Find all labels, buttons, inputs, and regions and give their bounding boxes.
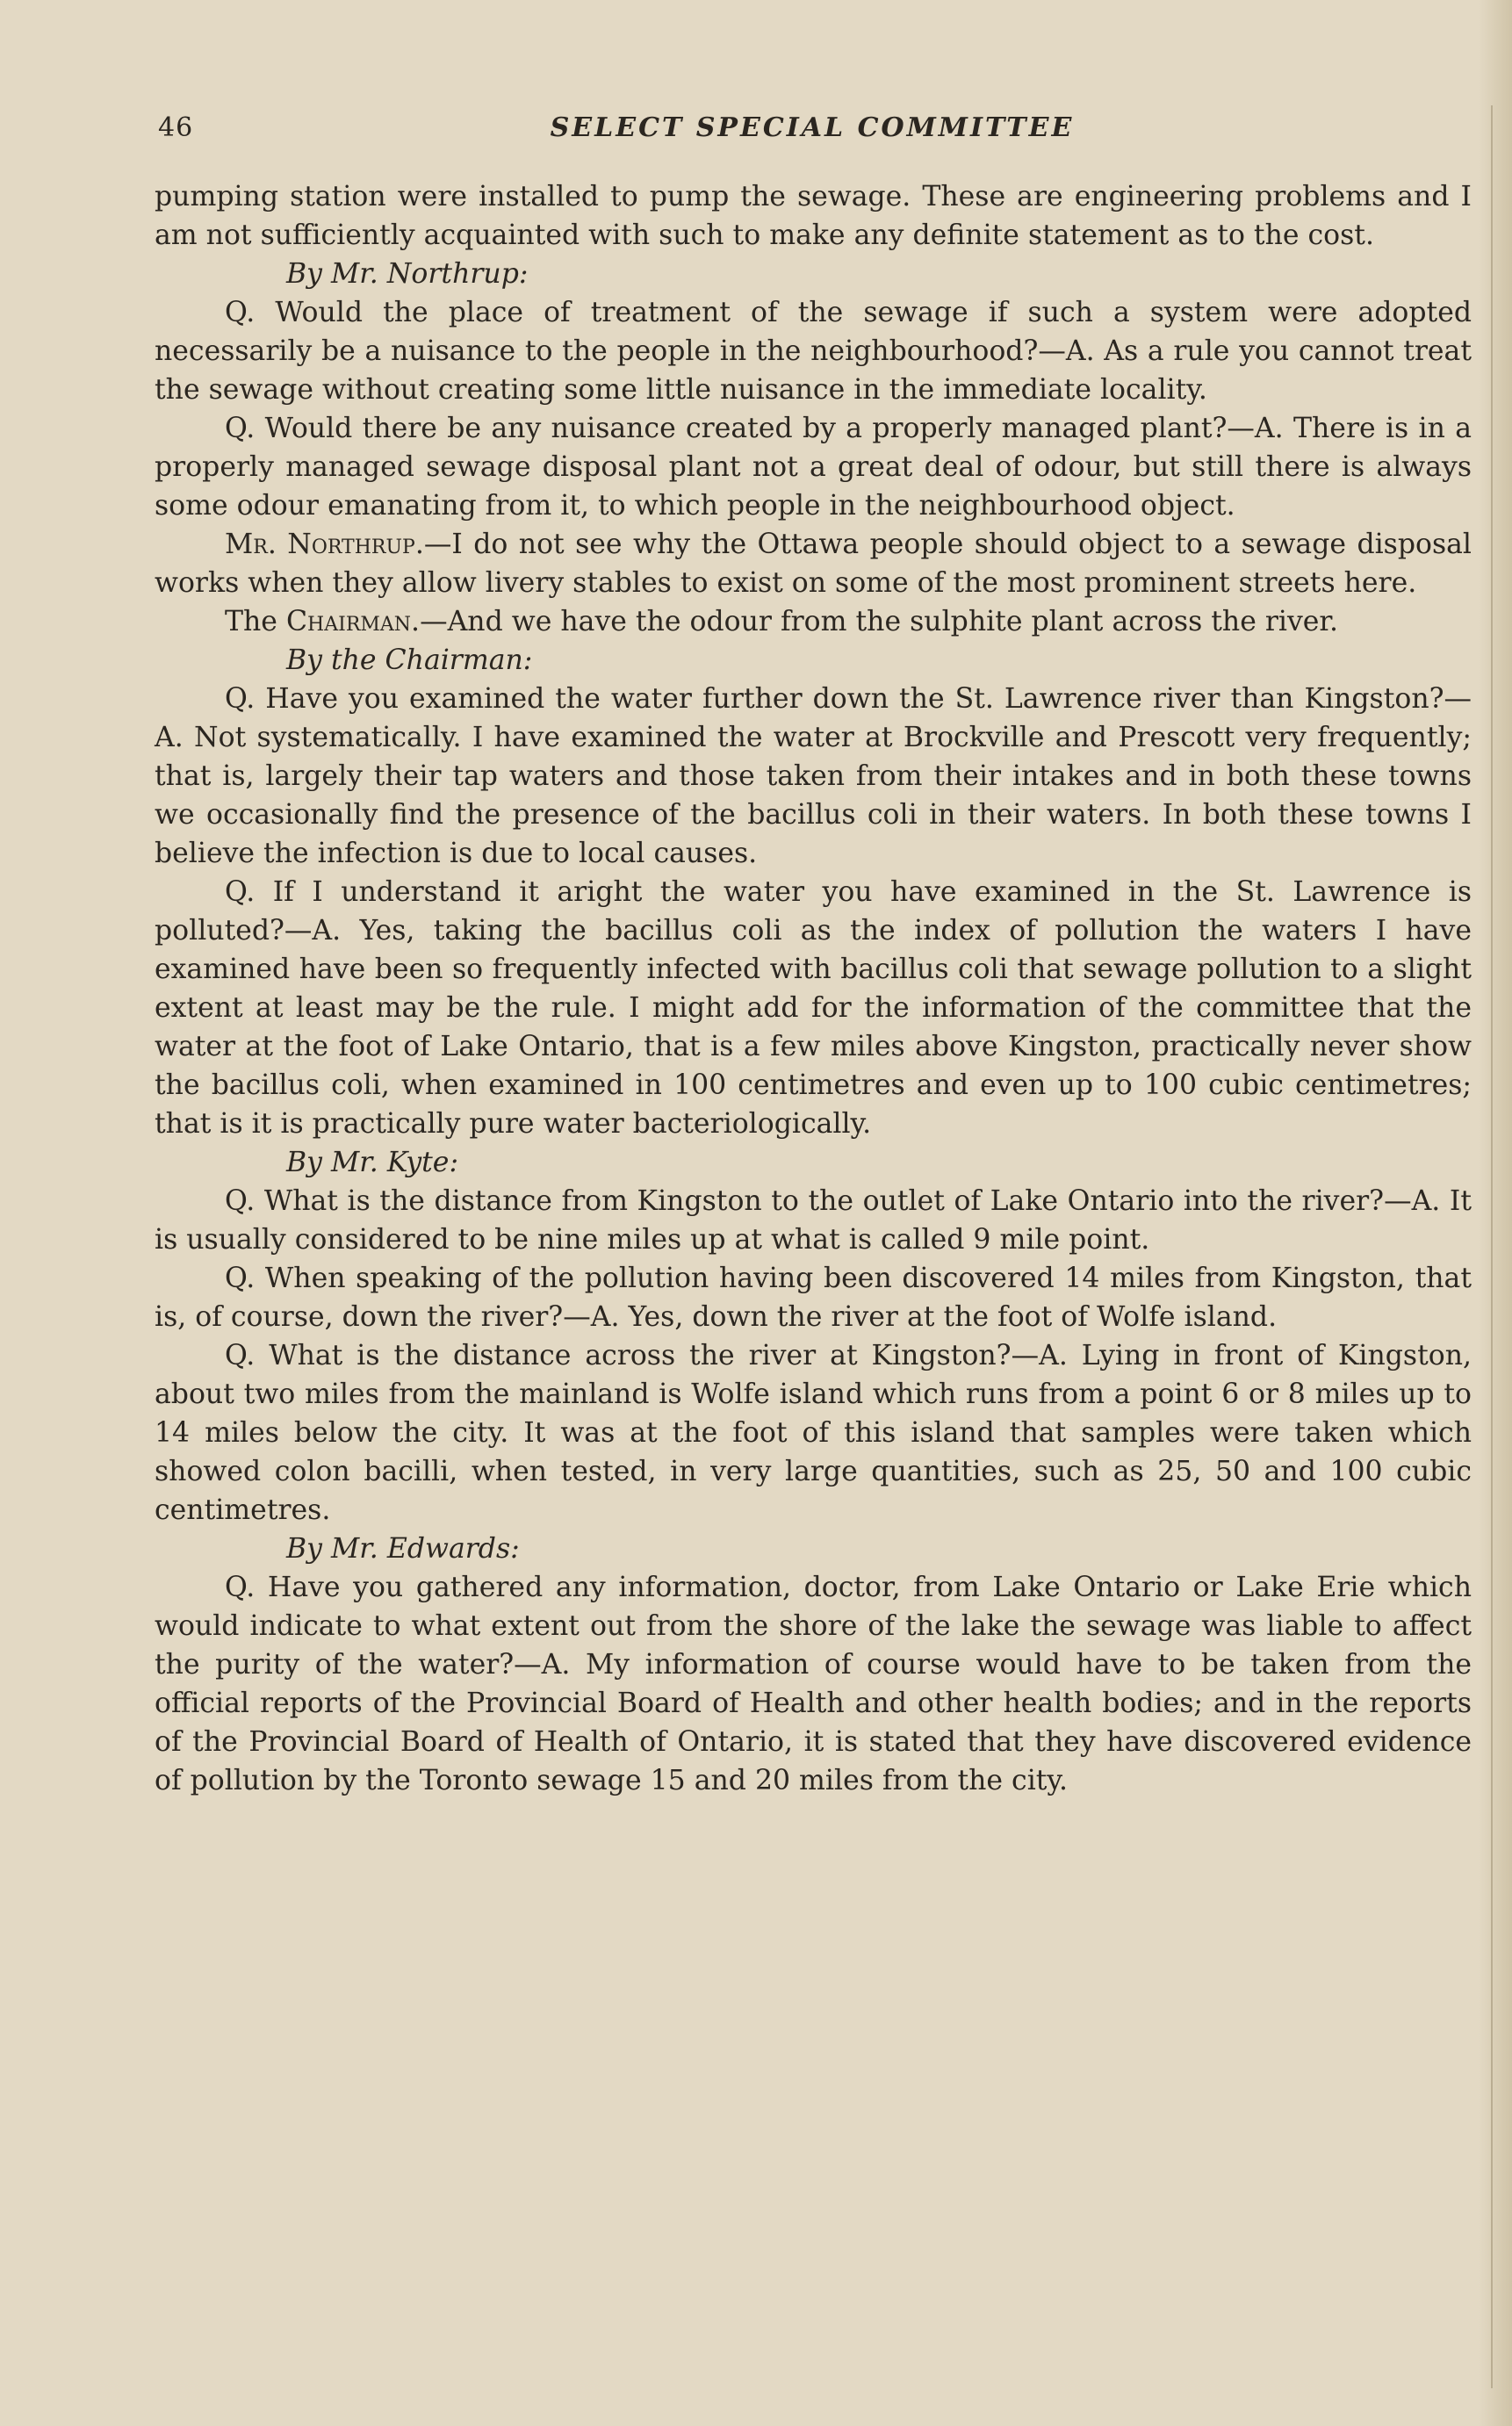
- paragraph-question-8: Q. Have you gathered any information, doctor, from Lake Ontario or Lake Erie which would indicate to what extent out from the shore of the lake the sewage was liable to affect the purity of the water?—A. My information of course would have to be taken from the official reports of the Provincial Board of Health and other health bodies; and in the reports of the Provincial Board of Health of Ontario, it is stated that they have discovered evidence of pollution by the Toronto sewage 15 and 20 miles from the city.: [155, 1572, 1472, 1796]
- paragraph-question-1: Q. Would the place of treatment of the sewage if such a system were adopted necessarily be a nuisance to the people in the neighbourhood?—A. As a rule you cannot treat the sewage without creating some little nuisance in the immediate locality.: [155, 297, 1472, 406]
- paragraph-question-6: Q. When speaking of the pollution having been discovered 14 miles from Kingston, that is, of course, down the river?—A. Yes, down the river at the foot of Wolfe island.: [155, 1263, 1472, 1333]
- speaker-name: Chairman.: [285, 606, 421, 637]
- paragraph-chairman-remark: [155, 602, 1472, 641]
- paragraph-question-2: Q. Would there be any nuisance created by a properly managed plant?—A. There is in a properly managed sewage disposal plant not a great deal of odour, but still there is always some odour emanating from it, to which people in the neighbourhood object.: [155, 413, 1472, 522]
- running-header: [158, 112, 1466, 151]
- paragraph-question-7: Q. What is the distance across the river at Kingston?—A. Lying in front of Kingston, about two miles from the mainland is Wolfe island which runs from a point 6 or 8 miles up to 14 miles below the city. It was at the foot of this island that samples were taken which showed colon bacilli, when tested, in very large quantities, such as 25, 50 and 100 cubic centimetres.: [155, 1340, 1472, 1526]
- paragraph-question-4: Q. If I understand it aright the water you have examined in the St. Lawrence is polluted?—A. Yes, taking the bacillus coli as the index of pollution the waters I have examined have been so frequently infected with bacillus coli that sewage pollution to a slight extent at least may be the rule. I might add for the information of the committee that the water at the foot of Lake Ontario, that is a few miles above Kingston, practically never show the bacillus coli, when examined in 100 centimetres and even up to 100 cubic centimetres; that is it is practically pure water bacteriologically.: [155, 876, 1472, 1140]
- byline-northrup: By Mr. Northrup:: [286, 258, 529, 290]
- text-body: [155, 177, 1472, 1800]
- speaker-name: Mr. Northrup.: [225, 529, 424, 560]
- paragraph-question-3: Q. Have you examined the water further down the St. Lawrence river than Kingston?—A. Not systematically. I have examined the water at Brockville and Prescott very frequently; that is, largely their tap waters and those taken from their intakes and in both these towns we occasionally find the presence of the bacillus coli in their waters. In both these towns I believe the infection is due to local causes.: [155, 683, 1472, 869]
- paragraph-northrup-remark: [155, 525, 1472, 602]
- page-number: 46: [158, 112, 194, 143]
- page-edge-line: [1491, 105, 1493, 2388]
- speaker-prefix: The: [225, 606, 286, 637]
- speaker-text: —I do not see why the Ottawa people should object to a sewage disposal works when they allow livery stables to exist on some of the most prominent streets here.: [155, 529, 1472, 599]
- paragraph-continuation: pumping station were installed to pump the sewage. These are engineering problems and I am not sufficiently acquainted with such to make any definite statement as to the cost.: [155, 181, 1472, 251]
- running-title: SELECT SPECIAL COMMITTEE: [550, 112, 1075, 143]
- byline-chairman: By the Chairman:: [286, 644, 533, 676]
- byline-kyte: By Mr. Kyte:: [286, 1147, 459, 1178]
- byline-edwards: By Mr. Edwards:: [286, 1533, 520, 1565]
- page-edge-shadow: [1479, 0, 1512, 2426]
- paragraph-question-5: Q. What is the distance from Kingston to the outlet of Lake Ontario into the river?—A. It is usually considered to be nine miles up at what is called 9 mile point.: [155, 1185, 1472, 1256]
- speaker-text: —And we have the odour from the sulphite plant across the river.: [420, 606, 1339, 637]
